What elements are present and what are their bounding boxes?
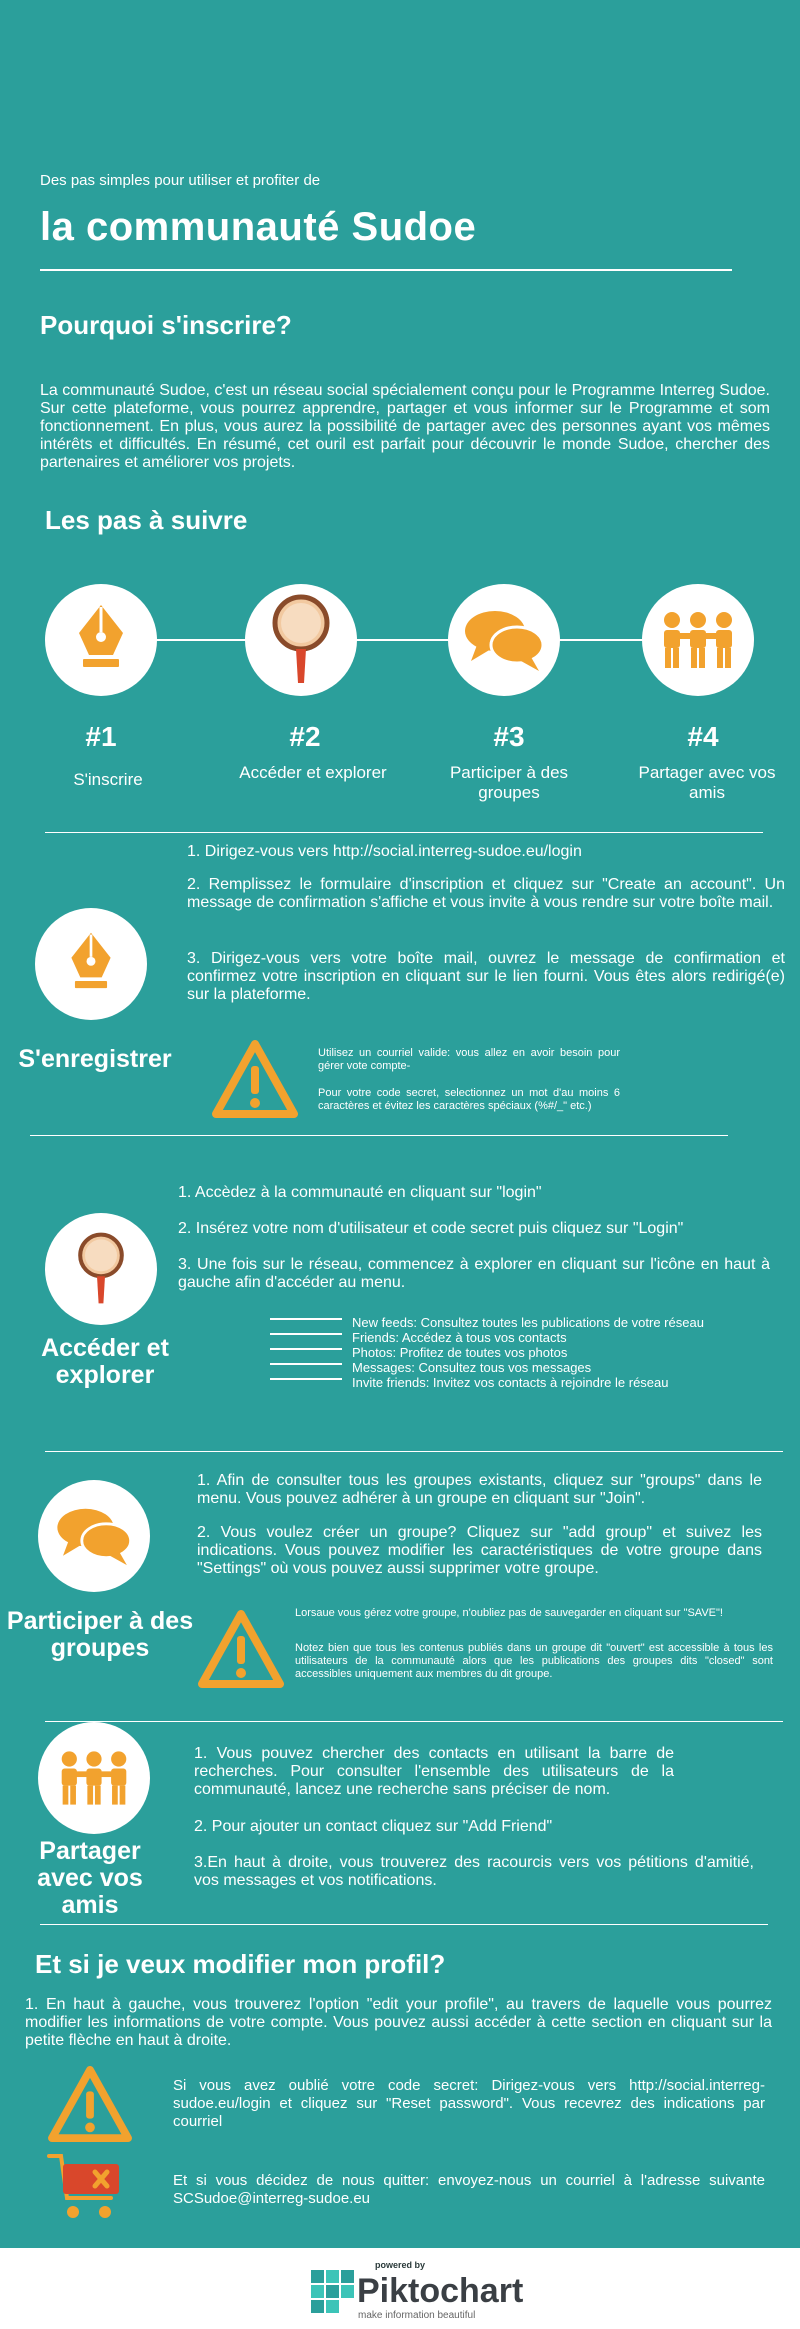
share-title: Partager avec vos amis [37,1837,143,1919]
step1-circle [45,584,157,696]
warning-icon [210,1038,300,1120]
groups-warning-save: Lorsaue vous gérez votre groupe, n'oubliez pas de sauvegarder en cliquant sur "SAVE"! [295,1607,723,1619]
cart-icon [45,2148,125,2228]
step1-number: #1 [85,721,117,752]
step2-number: #2 [289,721,321,752]
profile-password-text: Si vous avez oublié votre code secret: Dirigez-vous vers http://social.interreg-sudoe.eu/login et cliquez sur "Reset password". Vous recevrez des indications par courriel [173,2077,765,2130]
explore-title: Accéder et explorer [41,1334,169,1389]
explore-step3: 3. Une fois sur le réseau, commencez à explorer en cliquant sur l'icône en haut à gauche afin d'accéder au menu. [178,1256,770,1291]
brand-name[interactable]: Piktochart [357,2272,524,2310]
explore-circle [45,1213,157,1325]
explore-menu-list: New feeds: Consultez toutes les publications de votre réseau Friends: Accédez à tous vos contacts Photos: Profitez de toutes vos photos Messages: Consultez tous vos messages Invite friends: Invitez vos contacts à rejoindre le réseau [352,1315,704,1390]
register-warning-email: Utilisez un courriel valide: vous allez en avoir besoin pour gérer vote compte- [318,1047,620,1072]
pen-nib-icon [73,603,129,677]
register-warning-password: Pour votre code secret, selectionnez un mot d'au moins 6 caractères et évitez les caractères spéciaux (%#/_" etc.) [318,1087,620,1112]
steps-heading: Les pas à suivre [45,505,248,535]
register-step3: 3. Dirigez-vous vers votre boîte mail, ouvrez le message de confirmation et confirmez votre inscription en cliquant sur le lien fourni. Vous êtes alors redirigé(e) sur la plateforme. [187,950,785,1003]
brand-tagline: make information beautiful [358,2310,476,2321]
piktochart-logo-icon [311,2270,355,2318]
why-text: La communauté Sudoe, c'est un réseau social spécialement conçu pour le Programme Interreg Sudoe. Sur cette plateforme, vous pourrez apprendre, partager et vous informer sur le Programme et som fonctionnement. En plus, vous aurez la possibilité de partager avec des personnes ayant vos mêmes intérêts et difficultés. En résumé, cet ouril est parfait pour découvrir le monde Sudoe, chercher des partenaires et améliorer vos projets. [40,382,770,471]
menu-line [270,1363,342,1365]
divider [40,269,732,271]
divider [45,1451,783,1452]
register-title: S'enregistrer [18,1045,172,1073]
pen-nib-icon [66,931,116,997]
menu-line [270,1318,342,1320]
step1-label: S'inscrire [73,770,143,789]
step4-circle [642,584,754,696]
menu-line [270,1378,342,1380]
profile-heading: Et si je veux modifier mon profil? [35,1949,446,1979]
explore-step1: 1. Accèdez à la communauté en cliquant sur "login" [178,1184,542,1201]
share-step2: 2. Pour ajouter un contact cliquez sur "Add Friend" [194,1818,553,1835]
divider [40,1924,768,1925]
magnifier-icon [73,1231,129,1307]
divider [45,1721,783,1722]
page-title: la communauté Sudoe [40,205,477,249]
share-step1: 1. Vous pouvez chercher des contacts en utilisant la barre de recherches. Pour consulter l'ensemble des utilisateurs de la communauté, lancez une recherche sans préciser de nom. [194,1745,674,1798]
menu-line [270,1333,342,1335]
share-circle [38,1722,150,1834]
groups-warning-visibility: Notez bien que tous les contenus publiés dans un groupe dit "ouvert" est accessible à tous les utilisateurs de la communauté alors que les publications des groupes dits "closed" sont accessibles uniquement aux membres du dit groupe. [295,1642,773,1680]
register-step1: 1. Dirigez-vous vers http://social.interreg-sudoe.eu/login [187,843,582,860]
step3-number: #3 [493,721,525,752]
profile-quit-text: Et si vous décidez de nous quitter: envoyez-nous un courriel à l'adresse suivante SCSudoe@interreg-sudoe.eu [173,2172,765,2207]
why-heading: Pourquoi s'inscrire? [40,310,292,340]
share-step3: 3.En haut à droite, vous trouverez des racourcis vers vos pétitions d'amitié, vos messages et vos notifications. [194,1854,754,1889]
groups-circle [38,1480,150,1592]
step2-circle [245,584,357,696]
groups-step1: 1. Afin de consulter tous les groupes existants, cliquez sur "groups" dans le menu. Vous pouvez adhérer à un groupe en cliquant sur "Join". [197,1472,762,1507]
powered-by-label: powered by [374,2260,425,2270]
divider [45,832,763,833]
magnifier-icon [266,593,336,687]
warning-icon [45,2064,135,2144]
page-subtitle: Des pas simples pour utiliser et profiter de [40,172,321,189]
chat-bubbles-icon [55,1505,133,1567]
step3-circle [448,584,560,696]
register-circle [35,908,147,1020]
step2-label: Accéder et explorer [239,763,387,782]
profile-edit-text: 1. En haut à gauche, vous trouverez l'option "edit your profile", au travers de laquelle vous pourrez modifier les informations de votre compte. Vous pouvez aussi accéder à cette section en cliquant sur la petite flèche en haut à droite. [25,1996,772,2049]
steps-connector [100,639,700,641]
divider [30,1135,728,1136]
explore-step2: 2. Insérez votre nom d'utilisateur et code secret puis cliquez sur "Login" [178,1220,684,1237]
groups-title: Participer à des groupes [6,1607,194,1662]
step3-label: Participer à des groupes [449,763,569,802]
people-icon [56,1750,132,1806]
warning-icon [196,1606,286,1692]
step4-label: Partager avec vos amis [638,763,776,802]
step4-number: #4 [687,721,719,752]
register-step2: 2. Remplissez le formulaire d'inscription et cliquez sur "Create an account". Un message de confirmation s'affiche et vous invite à vous rendre sur votre boîte mail. [187,876,785,911]
menu-line [270,1348,342,1350]
chat-bubbles-icon [463,607,545,673]
people-icon [658,611,738,669]
groups-step2: 2. Vous voulez créer un groupe? Cliquez sur "add group" et suivez les indications. Vous pouvez modifier les caractéristiques de votre groupe dans "Settings" où vous pouvez aussi supprimer votre groupe. [197,1524,762,1577]
